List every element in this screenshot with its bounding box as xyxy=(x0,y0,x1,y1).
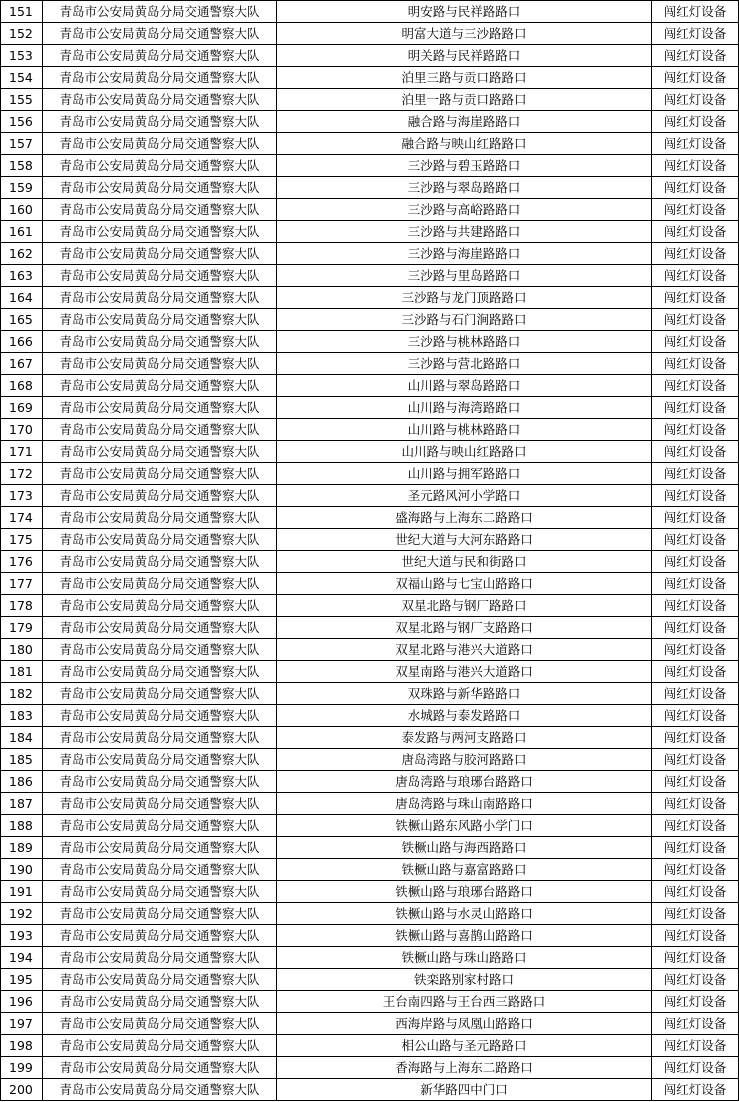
location-cell: 明富大道与三沙路路口 xyxy=(277,23,652,45)
unit-cell: 青岛市公安局黄岛分局交通警察大队 xyxy=(43,793,277,815)
unit-cell: 青岛市公安局黄岛分局交通警察大队 xyxy=(43,573,277,595)
device-type-cell: 闯红灯设备 xyxy=(652,595,739,617)
row-number-cell: 188 xyxy=(1,815,43,837)
table-row xyxy=(1,177,739,199)
device-type-cell: 闯红灯设备 xyxy=(652,375,739,397)
row-number-cell: 151 xyxy=(1,1,43,23)
row-number-cell: 154 xyxy=(1,67,43,89)
table-row xyxy=(1,507,739,529)
location-cell: 三沙路与共建路路口 xyxy=(277,221,652,243)
unit-cell: 青岛市公安局黄岛分局交通警察大队 xyxy=(43,881,277,903)
row-number-cell: 186 xyxy=(1,771,43,793)
device-type-cell: 闯红灯设备 xyxy=(652,23,739,45)
row-number-cell: 200 xyxy=(1,1079,43,1101)
device-type-cell: 闯红灯设备 xyxy=(652,111,739,133)
row-number-cell: 164 xyxy=(1,287,43,309)
unit-cell: 青岛市公安局黄岛分局交通警察大队 xyxy=(43,771,277,793)
location-cell: 三沙路与龙门顶路路口 xyxy=(277,287,652,309)
table-row xyxy=(1,771,739,793)
unit-cell: 青岛市公安局黄岛分局交通警察大队 xyxy=(43,639,277,661)
table-row xyxy=(1,1079,739,1101)
row-number-cell: 195 xyxy=(1,969,43,991)
location-cell: 王台南四路与王台西三路路口 xyxy=(277,991,652,1013)
unit-cell: 青岛市公安局黄岛分局交通警察大队 xyxy=(43,903,277,925)
location-cell: 香海路与上海东二路路口 xyxy=(277,1057,652,1079)
location-cell: 三沙路与海崖路路口 xyxy=(277,243,652,265)
unit-cell: 青岛市公安局黄岛分局交通警察大队 xyxy=(43,397,277,419)
row-number-cell: 192 xyxy=(1,903,43,925)
unit-cell: 青岛市公安局黄岛分局交通警察大队 xyxy=(43,859,277,881)
unit-cell: 青岛市公安局黄岛分局交通警察大队 xyxy=(43,111,277,133)
table-row xyxy=(1,221,739,243)
device-type-cell: 闯红灯设备 xyxy=(652,353,739,375)
row-number-cell: 169 xyxy=(1,397,43,419)
table-row xyxy=(1,243,739,265)
row-number-cell: 161 xyxy=(1,221,43,243)
device-type-cell: 闯红灯设备 xyxy=(652,1013,739,1035)
row-number-cell: 181 xyxy=(1,661,43,683)
device-type-cell: 闯红灯设备 xyxy=(652,881,739,903)
row-number-cell: 152 xyxy=(1,23,43,45)
table-row xyxy=(1,353,739,375)
row-number-cell: 178 xyxy=(1,595,43,617)
row-number-cell: 173 xyxy=(1,485,43,507)
table-row xyxy=(1,419,739,441)
unit-cell: 青岛市公安局黄岛分局交通警察大队 xyxy=(43,45,277,67)
table-row xyxy=(1,23,739,45)
row-number-cell: 168 xyxy=(1,375,43,397)
row-number-cell: 158 xyxy=(1,155,43,177)
device-type-cell: 闯红灯设备 xyxy=(652,573,739,595)
table-row xyxy=(1,815,739,837)
location-cell: 新华路四中门口 xyxy=(277,1079,652,1101)
location-cell: 铁橛山路与水灵山路路口 xyxy=(277,903,652,925)
unit-cell: 青岛市公安局黄岛分局交通警察大队 xyxy=(43,155,277,177)
unit-cell: 青岛市公安局黄岛分局交通警察大队 xyxy=(43,353,277,375)
unit-cell: 青岛市公安局黄岛分局交通警察大队 xyxy=(43,243,277,265)
row-number-cell: 153 xyxy=(1,45,43,67)
device-type-cell: 闯红灯设备 xyxy=(652,397,739,419)
row-number-cell: 163 xyxy=(1,265,43,287)
table-row xyxy=(1,661,739,683)
row-number-cell: 185 xyxy=(1,749,43,771)
device-type-cell: 闯红灯设备 xyxy=(652,969,739,991)
table-row xyxy=(1,749,739,771)
row-number-cell: 194 xyxy=(1,947,43,969)
device-type-cell: 闯红灯设备 xyxy=(652,551,739,573)
table-row xyxy=(1,441,739,463)
location-cell: 相公山路与圣元路路口 xyxy=(277,1035,652,1057)
location-cell: 双星南路与港兴大道路口 xyxy=(277,661,652,683)
location-cell: 双星北路与钢厂支路路口 xyxy=(277,617,652,639)
device-type-cell: 闯红灯设备 xyxy=(652,991,739,1013)
device-type-cell: 闯红灯设备 xyxy=(652,705,739,727)
unit-cell: 青岛市公安局黄岛分局交通警察大队 xyxy=(43,1079,277,1101)
table-row xyxy=(1,683,739,705)
location-cell: 世纪大道与大河东路路口 xyxy=(277,529,652,551)
unit-cell: 青岛市公安局黄岛分局交通警察大队 xyxy=(43,287,277,309)
row-number-cell: 177 xyxy=(1,573,43,595)
location-cell: 圣元路风河小学路口 xyxy=(277,485,652,507)
device-type-cell: 闯红灯设备 xyxy=(652,1035,739,1057)
row-number-cell: 190 xyxy=(1,859,43,881)
row-number-cell: 170 xyxy=(1,419,43,441)
location-cell: 三沙路与翠岛路路口 xyxy=(277,177,652,199)
device-type-cell: 闯红灯设备 xyxy=(652,1057,739,1079)
unit-cell: 青岛市公安局黄岛分局交通警察大队 xyxy=(43,1035,277,1057)
table-row xyxy=(1,1,739,23)
location-cell: 明关路与民祥路路口 xyxy=(277,45,652,67)
unit-cell: 青岛市公安局黄岛分局交通警察大队 xyxy=(43,177,277,199)
row-number-cell: 189 xyxy=(1,837,43,859)
device-type-cell: 闯红灯设备 xyxy=(652,661,739,683)
table-row xyxy=(1,705,739,727)
device-type-cell: 闯红灯设备 xyxy=(652,331,739,353)
location-cell: 盛海路与上海东二路路口 xyxy=(277,507,652,529)
row-number-cell: 180 xyxy=(1,639,43,661)
row-number-cell: 183 xyxy=(1,705,43,727)
device-type-cell: 闯红灯设备 xyxy=(652,463,739,485)
location-cell: 双星北路与港兴大道路口 xyxy=(277,639,652,661)
device-type-cell: 闯红灯设备 xyxy=(652,903,739,925)
location-cell: 铁橛山路与海西路路口 xyxy=(277,837,652,859)
location-cell: 水城路与泰发路路口 xyxy=(277,705,652,727)
device-type-cell: 闯红灯设备 xyxy=(652,1079,739,1101)
location-cell: 铁栾路别家村路口 xyxy=(277,969,652,991)
unit-cell: 青岛市公安局黄岛分局交通警察大队 xyxy=(43,991,277,1013)
location-cell: 三沙路与碧玉路路口 xyxy=(277,155,652,177)
row-number-cell: 196 xyxy=(1,991,43,1013)
device-type-cell: 闯红灯设备 xyxy=(652,133,739,155)
location-cell: 山川路与映山红路路口 xyxy=(277,441,652,463)
row-number-cell: 171 xyxy=(1,441,43,463)
table-row xyxy=(1,617,739,639)
row-number-cell: 182 xyxy=(1,683,43,705)
device-type-cell: 闯红灯设备 xyxy=(652,199,739,221)
device-type-cell: 闯红灯设备 xyxy=(652,309,739,331)
unit-cell: 青岛市公安局黄岛分局交通警察大队 xyxy=(43,331,277,353)
unit-cell: 青岛市公安局黄岛分局交通警察大队 xyxy=(43,23,277,45)
device-type-cell: 闯红灯设备 xyxy=(652,793,739,815)
unit-cell: 青岛市公安局黄岛分局交通警察大队 xyxy=(43,727,277,749)
unit-cell: 青岛市公安局黄岛分局交通警察大队 xyxy=(43,705,277,727)
device-type-cell: 闯红灯设备 xyxy=(652,89,739,111)
device-type-cell: 闯红灯设备 xyxy=(652,617,739,639)
unit-cell: 青岛市公安局黄岛分局交通警察大队 xyxy=(43,529,277,551)
unit-cell: 青岛市公安局黄岛分局交通警察大队 xyxy=(43,133,277,155)
row-number-cell: 193 xyxy=(1,925,43,947)
unit-cell: 青岛市公安局黄岛分局交通警察大队 xyxy=(43,507,277,529)
table-row xyxy=(1,1013,739,1035)
unit-cell: 青岛市公安局黄岛分局交通警察大队 xyxy=(43,815,277,837)
row-number-cell: 184 xyxy=(1,727,43,749)
location-cell: 融合路与海崖路路口 xyxy=(277,111,652,133)
unit-cell: 青岛市公安局黄岛分局交通警察大队 xyxy=(43,375,277,397)
location-cell: 西海岸路与凤凰山路路口 xyxy=(277,1013,652,1035)
unit-cell: 青岛市公安局黄岛分局交通警察大队 xyxy=(43,419,277,441)
row-number-cell: 167 xyxy=(1,353,43,375)
device-type-cell: 闯红灯设备 xyxy=(652,859,739,881)
unit-cell: 青岛市公安局黄岛分局交通警察大队 xyxy=(43,265,277,287)
unit-cell: 青岛市公安局黄岛分局交通警察大队 xyxy=(43,1057,277,1079)
table-row xyxy=(1,903,739,925)
location-cell: 铁橛山路东风路小学门口 xyxy=(277,815,652,837)
row-number-cell: 175 xyxy=(1,529,43,551)
location-cell: 山川路与翠岛路路口 xyxy=(277,375,652,397)
device-type-cell: 闯红灯设备 xyxy=(652,441,739,463)
device-type-cell: 闯红灯设备 xyxy=(652,155,739,177)
table-row xyxy=(1,529,739,551)
unit-cell: 青岛市公安局黄岛分局交通警察大队 xyxy=(43,1,277,23)
unit-cell: 青岛市公安局黄岛分局交通警察大队 xyxy=(43,463,277,485)
table-row xyxy=(1,67,739,89)
row-number-cell: 179 xyxy=(1,617,43,639)
unit-cell: 青岛市公安局黄岛分局交通警察大队 xyxy=(43,617,277,639)
row-number-cell: 162 xyxy=(1,243,43,265)
device-type-cell: 闯红灯设备 xyxy=(652,947,739,969)
table-row xyxy=(1,331,739,353)
location-cell: 山川路与海湾路路口 xyxy=(277,397,652,419)
location-cell: 铁橛山路与琅琊台路路口 xyxy=(277,881,652,903)
device-type-cell: 闯红灯设备 xyxy=(652,507,739,529)
row-number-cell: 197 xyxy=(1,1013,43,1035)
table-row xyxy=(1,837,739,859)
unit-cell: 青岛市公安局黄岛分局交通警察大队 xyxy=(43,89,277,111)
table-row xyxy=(1,1057,739,1079)
device-type-cell: 闯红灯设备 xyxy=(652,67,739,89)
table-row xyxy=(1,89,739,111)
table-row xyxy=(1,309,739,331)
location-cell: 泰发路与两河支路路口 xyxy=(277,727,652,749)
device-type-cell: 闯红灯设备 xyxy=(652,265,739,287)
row-number-cell: 176 xyxy=(1,551,43,573)
table-row xyxy=(1,727,739,749)
location-cell: 唐岛湾路与珠山南路路口 xyxy=(277,793,652,815)
unit-cell: 青岛市公安局黄岛分局交通警察大队 xyxy=(43,441,277,463)
unit-cell: 青岛市公安局黄岛分局交通警察大队 xyxy=(43,1013,277,1035)
device-type-cell: 闯红灯设备 xyxy=(652,529,739,551)
table-row xyxy=(1,573,739,595)
device-type-cell: 闯红灯设备 xyxy=(652,815,739,837)
table-row xyxy=(1,45,739,67)
table-row xyxy=(1,397,739,419)
device-type-cell: 闯红灯设备 xyxy=(652,639,739,661)
unit-cell: 青岛市公安局黄岛分局交通警察大队 xyxy=(43,485,277,507)
table-row xyxy=(1,595,739,617)
location-cell: 泊里一路与贡口路路口 xyxy=(277,89,652,111)
unit-cell: 青岛市公安局黄岛分局交通警察大队 xyxy=(43,67,277,89)
row-number-cell: 156 xyxy=(1,111,43,133)
device-type-cell: 闯红灯设备 xyxy=(652,221,739,243)
row-number-cell: 198 xyxy=(1,1035,43,1057)
device-type-cell: 闯红灯设备 xyxy=(652,287,739,309)
row-number-cell: 191 xyxy=(1,881,43,903)
table-row xyxy=(1,155,739,177)
table-row xyxy=(1,947,739,969)
location-cell: 铁橛山路与喜鹊山路路口 xyxy=(277,925,652,947)
device-type-cell: 闯红灯设备 xyxy=(652,177,739,199)
device-type-cell: 闯红灯设备 xyxy=(652,749,739,771)
row-number-cell: 199 xyxy=(1,1057,43,1079)
unit-cell: 青岛市公安局黄岛分局交通警察大队 xyxy=(43,925,277,947)
unit-cell: 青岛市公安局黄岛分局交通警察大队 xyxy=(43,661,277,683)
unit-cell: 青岛市公安局黄岛分局交通警察大队 xyxy=(43,749,277,771)
device-type-cell: 闯红灯设备 xyxy=(652,243,739,265)
row-number-cell: 166 xyxy=(1,331,43,353)
unit-cell: 青岛市公安局黄岛分局交通警察大队 xyxy=(43,947,277,969)
table-row xyxy=(1,859,739,881)
unit-cell: 青岛市公安局黄岛分局交通警察大队 xyxy=(43,837,277,859)
location-cell: 三沙路与里岛路路口 xyxy=(277,265,652,287)
row-number-cell: 155 xyxy=(1,89,43,111)
unit-cell: 青岛市公安局黄岛分局交通警察大队 xyxy=(43,969,277,991)
location-cell: 铁橛山路与嘉富路路口 xyxy=(277,859,652,881)
row-number-cell: 159 xyxy=(1,177,43,199)
row-number-cell: 174 xyxy=(1,507,43,529)
table-row xyxy=(1,199,739,221)
row-number-cell: 172 xyxy=(1,463,43,485)
device-type-cell: 闯红灯设备 xyxy=(652,837,739,859)
table-row xyxy=(1,265,739,287)
location-cell: 三沙路与高峪路路口 xyxy=(277,199,652,221)
device-type-cell: 闯红灯设备 xyxy=(652,45,739,67)
table-row xyxy=(1,925,739,947)
table-row xyxy=(1,375,739,397)
location-cell: 山川路与拥军路路口 xyxy=(277,463,652,485)
location-cell: 唐岛湾路与胶河路路口 xyxy=(277,749,652,771)
table-row xyxy=(1,969,739,991)
device-type-cell: 闯红灯设备 xyxy=(652,683,739,705)
location-cell: 泊里三路与贡口路路口 xyxy=(277,67,652,89)
device-type-cell: 闯红灯设备 xyxy=(652,771,739,793)
location-cell: 世纪大道与民和街路口 xyxy=(277,551,652,573)
table-row xyxy=(1,485,739,507)
location-cell: 唐岛湾路与琅琊台路路口 xyxy=(277,771,652,793)
table-row xyxy=(1,133,739,155)
location-cell: 明安路与民祥路路口 xyxy=(277,1,652,23)
table-row xyxy=(1,463,739,485)
location-cell: 融合路与映山红路路口 xyxy=(277,133,652,155)
table-row xyxy=(1,793,739,815)
unit-cell: 青岛市公安局黄岛分局交通警察大队 xyxy=(43,309,277,331)
row-number-cell: 160 xyxy=(1,199,43,221)
device-type-cell: 闯红灯设备 xyxy=(652,1,739,23)
device-type-cell: 闯红灯设备 xyxy=(652,727,739,749)
unit-cell: 青岛市公安局黄岛分局交通警察大队 xyxy=(43,221,277,243)
table-row xyxy=(1,1035,739,1057)
row-number-cell: 165 xyxy=(1,309,43,331)
location-cell: 三沙路与营北路路口 xyxy=(277,353,652,375)
table-row xyxy=(1,551,739,573)
device-type-cell: 闯红灯设备 xyxy=(652,925,739,947)
unit-cell: 青岛市公安局黄岛分局交通警察大队 xyxy=(43,199,277,221)
location-cell: 双珠路与新华路路口 xyxy=(277,683,652,705)
location-cell: 山川路与桃林路路口 xyxy=(277,419,652,441)
table-row xyxy=(1,991,739,1013)
unit-cell: 青岛市公安局黄岛分局交通警察大队 xyxy=(43,683,277,705)
table-row xyxy=(1,287,739,309)
unit-cell: 青岛市公安局黄岛分局交通警察大队 xyxy=(43,595,277,617)
location-cell: 三沙路与桃林路路口 xyxy=(277,331,652,353)
location-cell: 铁橛山路与珠山路路口 xyxy=(277,947,652,969)
location-cell: 双福山路与七宝山路路口 xyxy=(277,573,652,595)
table-row xyxy=(1,639,739,661)
row-number-cell: 187 xyxy=(1,793,43,815)
unit-cell: 青岛市公安局黄岛分局交通警察大队 xyxy=(43,551,277,573)
table-row xyxy=(1,881,739,903)
table-row xyxy=(1,111,739,133)
device-type-cell: 闯红灯设备 xyxy=(652,419,739,441)
device-type-cell: 闯红灯设备 xyxy=(652,485,739,507)
location-cell: 双星北路与钢厂路路口 xyxy=(277,595,652,617)
location-cell: 三沙路与石门涧路路口 xyxy=(277,309,652,331)
table-body xyxy=(1,1,739,1101)
row-number-cell: 157 xyxy=(1,133,43,155)
